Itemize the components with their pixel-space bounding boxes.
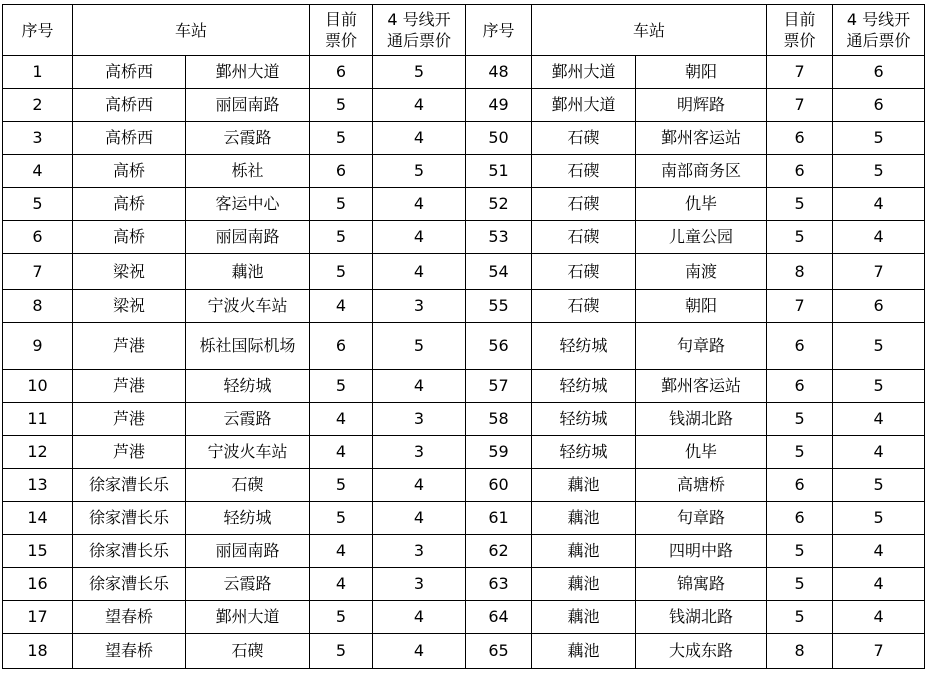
cell-new-fare-right: 4 [833, 188, 925, 221]
cell-from-station-right: 石碶 [532, 290, 636, 323]
cell-to-station-left: 鄞州大道 [186, 56, 310, 89]
cell-to-station-left: 鄞州大道 [186, 601, 310, 634]
cell-to-station-left: 石碶 [186, 469, 310, 502]
cell-seq-left: 4 [3, 155, 73, 188]
cell-new-fare-left: 3 [373, 290, 466, 323]
cell-new-fare-left: 4 [373, 634, 466, 669]
cell-to-station-right: 南部商务区 [636, 155, 767, 188]
cell-new-fare-left: 4 [373, 370, 466, 403]
cell-seq-right: 65 [466, 634, 532, 669]
header-new-fare-right-line1: 4 号线开 [846, 10, 911, 29]
cell-to-station-right: 锦寓路 [636, 568, 767, 601]
cell-seq-right: 63 [466, 568, 532, 601]
header-new-fare-left [373, 5, 466, 56]
cell-new-fare-left: 4 [373, 601, 466, 634]
header-station-left-text: 车站 [175, 20, 208, 40]
cell-from-station-right: 轻纺城 [532, 323, 636, 370]
cell-new-fare-left: 3 [373, 568, 466, 601]
cell-to-station-left: 丽园南路 [186, 221, 310, 254]
cell-new-fare-left: 5 [373, 323, 466, 370]
header-current-fare-left-line1: 目前 [325, 10, 358, 29]
cell-to-station-right: 鄞州客运站 [636, 370, 767, 403]
cell-current-fare-right: 7 [767, 290, 833, 323]
cell-current-fare-right: 5 [767, 568, 833, 601]
cell-new-fare-right: 5 [833, 155, 925, 188]
cell-current-fare-right: 5 [767, 436, 833, 469]
cell-to-station-right: 仇毕 [636, 436, 767, 469]
cell-new-fare-left: 5 [373, 155, 466, 188]
cell-current-fare-left: 5 [310, 601, 373, 634]
cell-to-station-left: 藕池 [186, 254, 310, 290]
cell-to-station-left: 栎社 [186, 155, 310, 188]
cell-seq-left: 12 [3, 436, 73, 469]
header-seq-right [466, 5, 532, 56]
cell-seq-right: 50 [466, 122, 532, 155]
cell-seq-left: 13 [3, 469, 73, 502]
cell-current-fare-right: 5 [767, 535, 833, 568]
cell-seq-right: 56 [466, 323, 532, 370]
cell-from-station-right: 石碶 [532, 122, 636, 155]
table-row [3, 601, 925, 634]
cell-to-station-left: 丽园南路 [186, 89, 310, 122]
cell-new-fare-left: 4 [373, 221, 466, 254]
table-row [3, 370, 925, 403]
cell-from-station-left: 高桥 [73, 188, 186, 221]
cell-new-fare-right: 5 [833, 370, 925, 403]
cell-current-fare-left: 5 [310, 469, 373, 502]
table-row [3, 502, 925, 535]
cell-seq-left: 8 [3, 290, 73, 323]
header-new-fare-right [833, 5, 925, 56]
cell-current-fare-left: 4 [310, 568, 373, 601]
cell-from-station-left: 高桥西 [73, 122, 186, 155]
cell-to-station-right: 高塘桥 [636, 469, 767, 502]
cell-from-station-right: 藕池 [532, 634, 636, 669]
cell-from-station-left: 徐家漕长乐 [73, 568, 186, 601]
cell-current-fare-right: 6 [767, 155, 833, 188]
cell-to-station-right: 句章路 [636, 502, 767, 535]
cell-from-station-left: 芦港 [73, 436, 186, 469]
cell-to-station-left: 宁波火车站 [186, 290, 310, 323]
cell-new-fare-right: 4 [833, 436, 925, 469]
table-row [3, 89, 925, 122]
cell-seq-right: 58 [466, 403, 532, 436]
cell-current-fare-left: 5 [310, 634, 373, 669]
cell-from-station-left: 芦港 [73, 323, 186, 370]
cell-seq-left: 15 [3, 535, 73, 568]
cell-to-station-right: 明辉路 [636, 89, 767, 122]
cell-current-fare-left: 6 [310, 155, 373, 188]
cell-seq-right: 53 [466, 221, 532, 254]
cell-new-fare-left: 4 [373, 502, 466, 535]
cell-new-fare-right: 5 [833, 122, 925, 155]
cell-current-fare-right: 6 [767, 122, 833, 155]
fare-table-body [3, 5, 925, 669]
cell-current-fare-left: 4 [310, 436, 373, 469]
header-current-fare-right-line1: 目前 [783, 10, 816, 29]
cell-new-fare-left: 4 [373, 122, 466, 155]
cell-from-station-right: 石碶 [532, 254, 636, 290]
cell-to-station-left: 客运中心 [186, 188, 310, 221]
cell-seq-right: 60 [466, 469, 532, 502]
cell-new-fare-right: 5 [833, 469, 925, 502]
cell-from-station-right: 藕池 [532, 568, 636, 601]
header-seq-left-text: 序号 [21, 20, 54, 40]
cell-from-station-left: 高桥西 [73, 89, 186, 122]
header-current-fare-left [310, 5, 373, 56]
header-new-fare-left-line2: 通后票价 [387, 31, 452, 50]
cell-current-fare-right: 8 [767, 254, 833, 290]
cell-current-fare-right: 6 [767, 502, 833, 535]
cell-from-station-right: 鄞州大道 [532, 56, 636, 89]
cell-seq-right: 57 [466, 370, 532, 403]
cell-to-station-left: 轻纺城 [186, 502, 310, 535]
cell-new-fare-right: 4 [833, 403, 925, 436]
cell-new-fare-right: 5 [833, 323, 925, 370]
header-seq-right-text: 序号 [482, 20, 515, 40]
cell-new-fare-left: 3 [373, 535, 466, 568]
cell-to-station-right: 钱湖北路 [636, 403, 767, 436]
fare-table [2, 4, 925, 669]
cell-from-station-left: 高桥西 [73, 56, 186, 89]
header-current-fare-right [767, 5, 833, 56]
cell-from-station-right: 藕池 [532, 601, 636, 634]
table-row [3, 155, 925, 188]
cell-from-station-left: 徐家漕长乐 [73, 502, 186, 535]
cell-new-fare-left: 3 [373, 403, 466, 436]
cell-current-fare-right: 5 [767, 403, 833, 436]
cell-from-station-left: 望春桥 [73, 601, 186, 634]
cell-to-station-right: 四明中路 [636, 535, 767, 568]
cell-new-fare-left: 4 [373, 89, 466, 122]
cell-seq-left: 11 [3, 403, 73, 436]
cell-current-fare-left: 6 [310, 323, 373, 370]
cell-current-fare-right: 5 [767, 601, 833, 634]
header-row [3, 5, 925, 56]
cell-current-fare-right: 8 [767, 634, 833, 669]
cell-seq-left: 17 [3, 601, 73, 634]
cell-current-fare-left: 5 [310, 89, 373, 122]
cell-seq-left: 6 [3, 221, 73, 254]
cell-current-fare-left: 4 [310, 403, 373, 436]
cell-from-station-left: 徐家漕长乐 [73, 535, 186, 568]
cell-seq-left: 18 [3, 634, 73, 669]
cell-new-fare-left: 4 [373, 254, 466, 290]
cell-to-station-right: 儿童公园 [636, 221, 767, 254]
table-row [3, 469, 925, 502]
table-row [3, 221, 925, 254]
cell-from-station-right: 石碶 [532, 188, 636, 221]
cell-to-station-right: 仇毕 [636, 188, 767, 221]
cell-from-station-right: 藕池 [532, 502, 636, 535]
table-row [3, 122, 925, 155]
cell-current-fare-left: 4 [310, 290, 373, 323]
cell-current-fare-left: 6 [310, 56, 373, 89]
table-row [3, 535, 925, 568]
cell-from-station-left: 徐家漕长乐 [73, 469, 186, 502]
cell-from-station-right: 石碶 [532, 155, 636, 188]
cell-from-station-left: 芦港 [73, 370, 186, 403]
cell-new-fare-left: 3 [373, 436, 466, 469]
cell-from-station-left: 芦港 [73, 403, 186, 436]
cell-current-fare-right: 6 [767, 469, 833, 502]
cell-to-station-left: 云霞路 [186, 122, 310, 155]
cell-new-fare-right: 6 [833, 290, 925, 323]
table-row [3, 56, 925, 89]
cell-to-station-left: 石碶 [186, 634, 310, 669]
cell-new-fare-right: 7 [833, 634, 925, 669]
cell-seq-left: 3 [3, 122, 73, 155]
cell-seq-right: 52 [466, 188, 532, 221]
cell-new-fare-right: 4 [833, 535, 925, 568]
cell-seq-left: 7 [3, 254, 73, 290]
table-row [3, 188, 925, 221]
header-seq-left [3, 5, 73, 56]
cell-from-station-left: 梁祝 [73, 290, 186, 323]
cell-seq-right: 55 [466, 290, 532, 323]
cell-new-fare-right: 4 [833, 568, 925, 601]
cell-new-fare-right: 4 [833, 601, 925, 634]
cell-from-station-right: 轻纺城 [532, 436, 636, 469]
cell-seq-right: 54 [466, 254, 532, 290]
cell-to-station-left: 云霞路 [186, 403, 310, 436]
cell-seq-right: 64 [466, 601, 532, 634]
cell-to-station-right: 鄞州客运站 [636, 122, 767, 155]
cell-current-fare-right: 5 [767, 188, 833, 221]
cell-current-fare-right: 6 [767, 323, 833, 370]
cell-to-station-left: 宁波火车站 [186, 436, 310, 469]
cell-current-fare-left: 5 [310, 221, 373, 254]
cell-to-station-right: 朝阳 [636, 290, 767, 323]
cell-from-station-right: 轻纺城 [532, 370, 636, 403]
header-station-left [73, 5, 310, 56]
table-row [3, 290, 925, 323]
header-current-fare-right-line2: 票价 [783, 31, 816, 50]
cell-from-station-right: 轻纺城 [532, 403, 636, 436]
table-row [3, 634, 925, 669]
cell-to-station-left: 栎社国际机场 [186, 323, 310, 370]
cell-seq-left: 16 [3, 568, 73, 601]
cell-current-fare-left: 5 [310, 122, 373, 155]
cell-to-station-left: 丽园南路 [186, 535, 310, 568]
header-station-right-text: 车站 [633, 20, 666, 40]
table-row [3, 254, 925, 290]
cell-to-station-right: 朝阳 [636, 56, 767, 89]
header-new-fare-right-line2: 通后票价 [846, 31, 911, 50]
cell-new-fare-right: 6 [833, 56, 925, 89]
cell-current-fare-right: 5 [767, 221, 833, 254]
cell-to-station-right: 大成东路 [636, 634, 767, 669]
cell-seq-right: 61 [466, 502, 532, 535]
cell-seq-right: 49 [466, 89, 532, 122]
cell-seq-left: 2 [3, 89, 73, 122]
cell-from-station-left: 梁祝 [73, 254, 186, 290]
cell-current-fare-right: 6 [767, 370, 833, 403]
cell-new-fare-left: 4 [373, 188, 466, 221]
cell-seq-left: 9 [3, 323, 73, 370]
table-row [3, 436, 925, 469]
cell-current-fare-right: 7 [767, 89, 833, 122]
cell-new-fare-left: 5 [373, 56, 466, 89]
cell-current-fare-left: 5 [310, 370, 373, 403]
table-row [3, 323, 925, 370]
cell-to-station-left: 轻纺城 [186, 370, 310, 403]
table-row [3, 403, 925, 436]
cell-from-station-left: 望春桥 [73, 634, 186, 669]
cell-seq-left: 14 [3, 502, 73, 535]
cell-from-station-right: 石碶 [532, 221, 636, 254]
cell-new-fare-right: 4 [833, 221, 925, 254]
cell-current-fare-left: 5 [310, 188, 373, 221]
cell-to-station-right: 钱湖北路 [636, 601, 767, 634]
cell-seq-right: 48 [466, 56, 532, 89]
cell-seq-left: 5 [3, 188, 73, 221]
cell-to-station-right: 南渡 [636, 254, 767, 290]
cell-to-station-right: 句章路 [636, 323, 767, 370]
table-row [3, 568, 925, 601]
cell-seq-right: 62 [466, 535, 532, 568]
cell-new-fare-right: 7 [833, 254, 925, 290]
header-current-fare-left-line2: 票价 [325, 31, 358, 50]
cell-from-station-left: 高桥 [73, 221, 186, 254]
cell-from-station-right: 鄞州大道 [532, 89, 636, 122]
cell-new-fare-right: 6 [833, 89, 925, 122]
cell-new-fare-left: 4 [373, 469, 466, 502]
cell-seq-left: 10 [3, 370, 73, 403]
header-station-right [532, 5, 767, 56]
cell-to-station-left: 云霞路 [186, 568, 310, 601]
cell-current-fare-right: 7 [767, 56, 833, 89]
cell-from-station-right: 藕池 [532, 469, 636, 502]
header-new-fare-left-line1: 4 号线开 [387, 10, 451, 29]
cell-seq-right: 59 [466, 436, 532, 469]
cell-seq-left: 1 [3, 56, 73, 89]
cell-current-fare-left: 4 [310, 535, 373, 568]
cell-seq-right: 51 [466, 155, 532, 188]
cell-new-fare-right: 5 [833, 502, 925, 535]
cell-current-fare-left: 5 [310, 502, 373, 535]
cell-from-station-left: 高桥 [73, 155, 186, 188]
cell-current-fare-left: 5 [310, 254, 373, 290]
cell-from-station-right: 藕池 [532, 535, 636, 568]
